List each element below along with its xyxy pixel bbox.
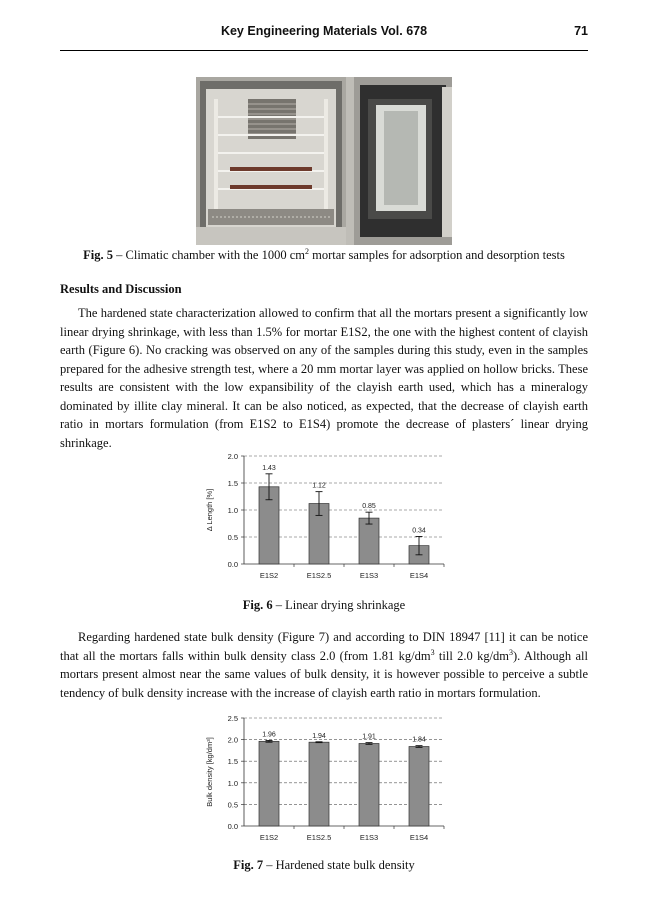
running-header xyxy=(60,24,588,42)
y-tick-label: 2.5 xyxy=(227,714,238,723)
x-tick-label: E1S3 xyxy=(359,571,379,580)
figure5-caption xyxy=(60,248,588,263)
section-heading: Results and Discussion xyxy=(60,282,182,296)
y-tick-label: 1.0 xyxy=(227,506,238,515)
figure6-label: Fig. 6 xyxy=(242,598,273,612)
figure7-text: – Hardened state bulk density xyxy=(263,858,415,872)
y-tick-label: 2.0 xyxy=(227,735,238,745)
y-axis-label: Δ Length [%] xyxy=(205,488,214,532)
bar-E1S2 xyxy=(259,741,279,826)
header-rule xyxy=(60,50,588,51)
y-tick-label: 1.0 xyxy=(227,778,238,788)
y-tick-label: 0.5 xyxy=(227,800,238,810)
paragraph-2 xyxy=(60,628,588,702)
figure5-label: Fig. 5 xyxy=(83,248,114,262)
x-tick-label: E1S4 xyxy=(409,571,429,580)
x-tick-label: E1S2 xyxy=(259,833,279,842)
paragraph-2-text-b: till 2.0 kg/dm xyxy=(434,648,510,663)
y-tick-label: 0.0 xyxy=(227,822,238,831)
paragraph-2-text-a: Regarding hardened state bulk density (Figure 7) and according to DIN 18947 [11] it can be notice that all the mortars falls within bulk density class 2.0 (from 1.81 kg/dm xyxy=(60,630,588,663)
paragraph-2-sup-b: 3 xyxy=(509,647,514,657)
value-label: 1.94 xyxy=(312,732,326,740)
figure6-text: – Linear drying shrinkage xyxy=(272,598,406,612)
bar-E1S4 xyxy=(409,747,429,826)
shrinkage-chart xyxy=(196,446,456,586)
bulk-density-chart xyxy=(196,708,456,848)
paragraph-2-text-c: ). Although all mortars present almost near the same values of bulk density, it is however possible to perceive a subtle tendency of bulk density increase with the increase of clayish earth ratio in mortars formulation. xyxy=(60,648,588,700)
journal-title: Key Engineering Materials Vol. 678 xyxy=(220,24,428,38)
x-tick-label: E1S2 xyxy=(259,571,279,580)
bar-E1S3 xyxy=(359,743,379,826)
figure5-text-a: – Climatic chamber with the 1000 cm xyxy=(113,248,305,262)
y-tick-label: 1.5 xyxy=(227,479,238,488)
value-label: 1.43 xyxy=(262,464,276,472)
figure7-caption xyxy=(60,858,588,873)
figure7-label: Fig. 7 xyxy=(233,858,264,872)
y-tick-label: 0.0 xyxy=(227,560,238,569)
figure5-sup: 2 xyxy=(304,247,309,256)
fan-grid xyxy=(248,99,296,139)
y-tick-label: 2.0 xyxy=(227,452,238,461)
x-tick-label: E1S4 xyxy=(409,833,429,842)
value-label: 0.34 xyxy=(412,527,426,535)
figure6-caption xyxy=(60,598,588,613)
y-tick-label: 1.5 xyxy=(227,757,238,767)
y-axis-label: Bulk density [kg/dm³] xyxy=(205,737,214,807)
figure5-text-b: mortar samples for adsorption and desorption tests xyxy=(308,248,565,262)
x-tick-label: E1S2.5 xyxy=(306,571,332,580)
value-label: 1.91 xyxy=(362,733,376,741)
value-label: 1.12 xyxy=(312,482,326,490)
x-tick-label: E1S3 xyxy=(359,833,379,842)
bar-E1S2.5 xyxy=(309,742,329,826)
climatic-chamber-photo xyxy=(196,77,452,245)
value-label: 1.84 xyxy=(412,736,426,744)
paragraph-1: The hardened state characterization allowed to confirm that all the mortars present a significantly low linear drying shrinkage, with less than 1.5% for mortar E1S2, the one with the highest content of clayish earth (Figure 6). No cracking was observed on any of the samples during this study, even in the samples prepared for the adhesive strength test, where a 20 mm mortar layer was applied on hollow bricks. These results are consistent with the low expansibility of the clayish earth used, which has a mineralogy dominated by illite clay mineral. It can be also noticed, as expected, that the decrease of clayish earth ratio in mortars formulation (from E1S2 to E1S4) promote the decrease of plasters´ linear drying shrinkage. xyxy=(60,306,588,450)
value-label: 1.96 xyxy=(262,731,276,739)
value-label: 0.85 xyxy=(362,503,376,511)
page-number: 71 xyxy=(574,24,588,38)
x-tick-label: E1S2.5 xyxy=(306,833,332,842)
y-tick-label: 0.5 xyxy=(227,533,238,542)
bar-E1S3 xyxy=(359,518,379,564)
paragraph-2-sup-a: 3 xyxy=(430,647,435,657)
